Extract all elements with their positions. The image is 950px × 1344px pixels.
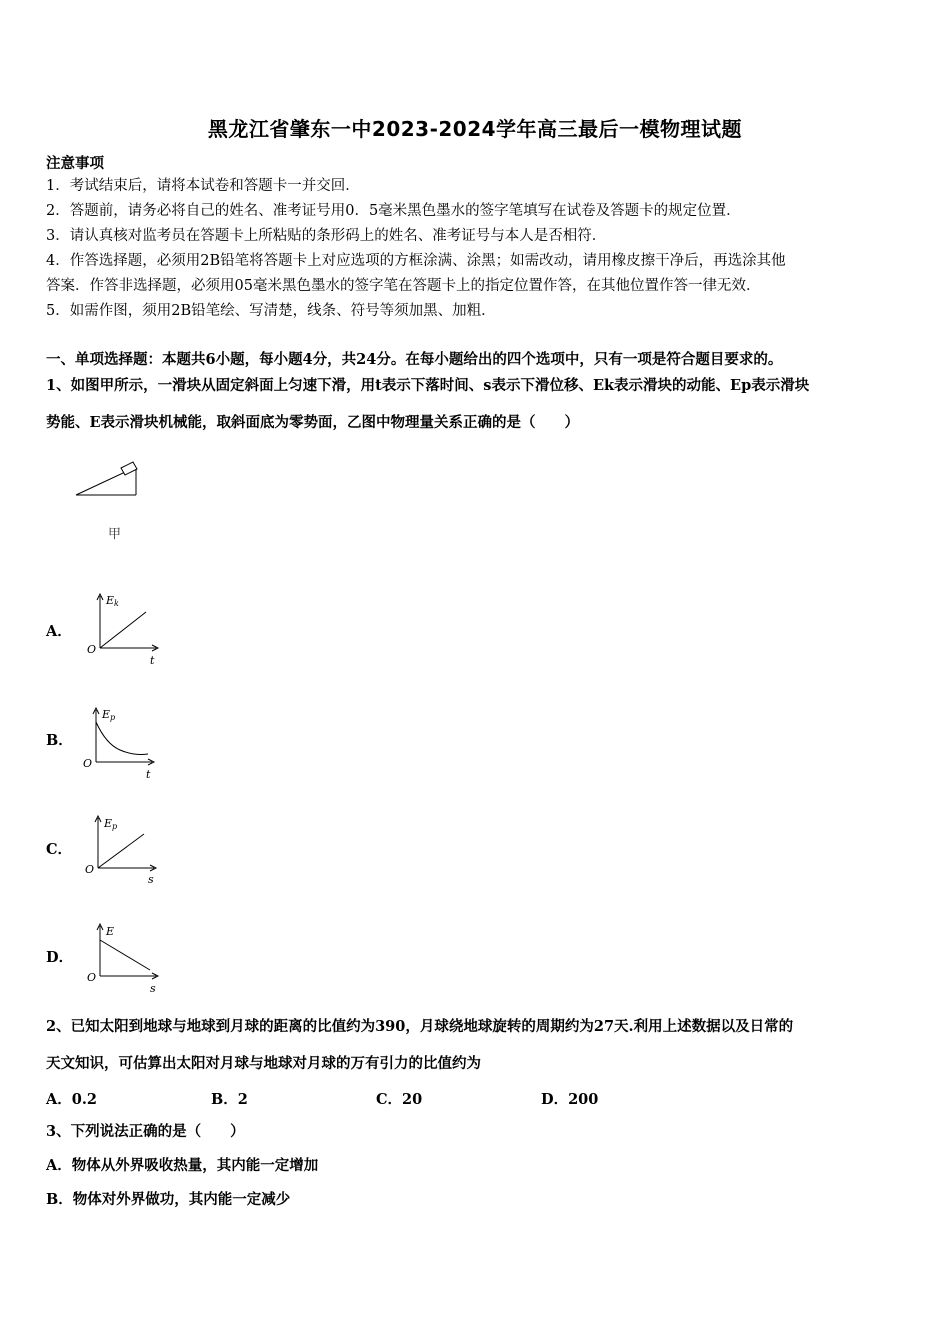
notice-heading: 注意事项	[46, 155, 104, 172]
graph-curve-decaying	[96, 722, 148, 755]
q1-option-c-graph	[82, 812, 162, 892]
y-axis-label: Ek	[106, 594, 119, 608]
notice-item-3: 3．请认真核对监考员在答题卡上所粘贴的条形码上的姓名、准考证号与本人是否相符．	[46, 228, 607, 244]
graph-line-decreasing	[100, 940, 150, 970]
q1-option-b-graph	[80, 704, 160, 784]
q1-option-b-label: B．	[46, 732, 73, 749]
origin-label: O	[85, 863, 95, 876]
q2-stem-line1: 2、已知太阳到地球与地球到月球的距离的比值约为390，月球绕地球旋转的周期约为27天.利用上述数据以及日常的	[46, 1018, 794, 1035]
q2-option-c: C．20	[376, 1091, 423, 1108]
q2-option-d: D．200	[541, 1091, 599, 1108]
x-axis-label: t	[150, 654, 155, 667]
notice-item-1: 1．考试结束后，请将本试卷和答题卡一并交回．	[46, 178, 360, 194]
q3-option-a: A．物体从外界吸收热量，其内能一定增加	[46, 1157, 319, 1174]
q2-option-a: A．0.2	[46, 1091, 97, 1108]
origin-label: O	[83, 757, 93, 770]
graph-line-increasing	[100, 612, 146, 648]
q3-stem: 3、下列说法正确的是（ ）	[46, 1123, 245, 1140]
section-heading: 一、单项选择题：本题共6小题，每小题4分，共24分。在每小题给出的四个选项中，只有一项是符合题目要求的。	[46, 351, 783, 368]
q1-option-d-label: D．	[46, 949, 74, 966]
y-axis-label: Ep	[102, 708, 116, 722]
x-axis-label: s	[148, 873, 154, 886]
notice-item-5: 5．如需作图，须用2B铅笔绘、写清楚，线条、符号等须加黑、加粗．	[46, 303, 496, 319]
q2-option-b: B．2	[211, 1091, 248, 1108]
x-axis-label: t	[146, 768, 151, 781]
q1-option-d-graph	[84, 920, 164, 1000]
notice-item-4-cont: 答案．作答非选择题，必须用05毫米黑色墨水的签字笔在答题卡上的指定位置作答，在其他位置作答一律无效．	[46, 278, 761, 294]
y-axis-label: E	[106, 925, 115, 938]
graph-line-increasing	[98, 834, 144, 868]
origin-label: O	[87, 643, 97, 656]
q1-stem-line1: 1、如图甲所示，一滑块从固定斜面上匀速下滑，用t表示下落时间、s表示下滑位移、Ek表示滑块的动能、Ep表示滑块	[46, 377, 810, 394]
figure-label-jia: 甲	[108, 527, 122, 542]
q2-stem-line2: 天文知识，可估算出太阳对月球与地球对月球的万有引力的比值约为	[46, 1055, 481, 1072]
notice-item-2: 2．答题前，请务必将自己的姓名、准考证号用0．5毫米黑色墨水的签字笔填写在试卷及答题卡的规定位置．	[46, 203, 741, 219]
notice-item-4: 4．作答选择题，必须用2B铅笔将答题卡上对应选项的方框涂满、涂黑；如需改动，请用橡皮擦干净后，再选涂其他	[46, 253, 786, 269]
q1-stem-line2: 势能、E表示滑块机械能，取斜面底为零势面，乙图中物理量关系正确的是（ ）	[46, 414, 580, 431]
page-title: 黑龙江省肇东一中2023-2024学年高三最后一模物理试题	[207, 117, 743, 141]
y-axis-label: Ep	[104, 817, 118, 831]
q1-option-a-label: A．	[46, 623, 72, 640]
q1-option-a-graph	[84, 590, 164, 670]
sliding-block	[121, 462, 137, 475]
q1-option-c-label: C．	[46, 841, 73, 858]
q3-option-b: B．物体对外界做功，其内能一定减少	[46, 1191, 291, 1208]
x-axis-label: s	[150, 982, 156, 995]
origin-label: O	[87, 971, 97, 984]
